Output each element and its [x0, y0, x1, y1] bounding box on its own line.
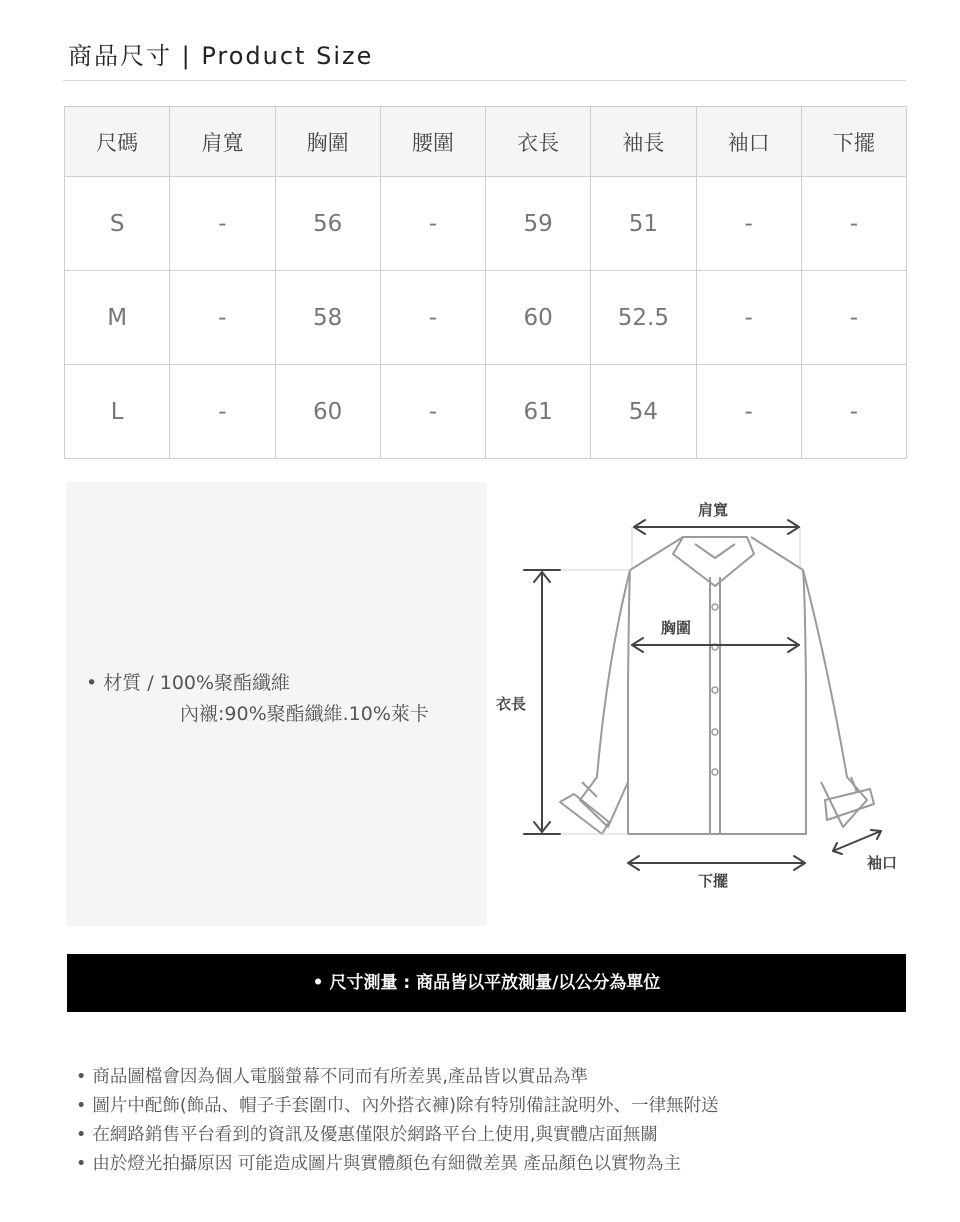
table-cell: -: [380, 271, 485, 365]
table-cell: -: [696, 271, 801, 365]
size-table: [64, 106, 907, 459]
list-item: • 在網路銷售平台看到的資訊及優惠僅限於網路平台上使用,與實體店面無關: [76, 1121, 718, 1150]
shirt-measure-diagram: [487, 482, 917, 926]
label-chest: 胸圍: [661, 619, 692, 637]
table-row: [65, 365, 907, 459]
table-cell: 56: [275, 177, 380, 271]
table-cell: -: [380, 177, 485, 271]
label-cuff: 袖口: [867, 854, 898, 872]
measurement-banner: [67, 954, 906, 1012]
table-cell: -: [696, 177, 801, 271]
table-cell: 61: [486, 365, 591, 459]
table-header-row: [65, 107, 907, 177]
table-cell: 52.5: [591, 271, 696, 365]
list-item: • 圖片中配飾(飾品、帽子手套圍巾、內外搭衣褲)除有特別備註說明外、一律無附送: [76, 1092, 718, 1121]
list-item: • 商品圖檔會因為個人電腦螢幕不同而有所差異,產品皆以實品為準: [76, 1063, 718, 1092]
shirt-outline: [560, 537, 874, 834]
table-cell: S: [65, 177, 170, 271]
table-cell: 60: [486, 271, 591, 365]
table-cell: L: [65, 365, 170, 459]
table-cell: 59: [486, 177, 591, 271]
table-cell: -: [170, 177, 275, 271]
guide-lines: [527, 527, 800, 834]
table-cell: 58: [275, 271, 380, 365]
table-cell: -: [801, 271, 906, 365]
header-cell: 下擺: [801, 107, 906, 177]
label-shoulder: 肩寬: [698, 501, 729, 519]
header-cell: 腰圍: [380, 107, 485, 177]
table-row: [65, 177, 907, 271]
header-cell: 尺碼: [65, 107, 170, 177]
table-row: [65, 271, 907, 365]
table-cell: -: [801, 177, 906, 271]
material-line-lining: 內襯:90%聚酯纖維.10%萊卡: [180, 703, 429, 725]
header-cell: 袖口: [696, 107, 801, 177]
measurement-banner-text: • 尺寸測量 : 商品皆以平放測量/以公分為單位: [312, 973, 661, 993]
material-line-fabric: • 材質 / 100%聚酯纖維: [86, 672, 291, 694]
table-cell: -: [380, 365, 485, 459]
label-hem: 下擺: [698, 872, 729, 890]
notes-list: [76, 1063, 718, 1179]
table-cell: 54: [591, 365, 696, 459]
title-divider: [63, 80, 906, 81]
table-cell: -: [801, 365, 906, 459]
shirt-buttons: [712, 604, 718, 775]
header-cell: 袖長: [591, 107, 696, 177]
header-cell: 胸圍: [275, 107, 380, 177]
header-cell: 衣長: [486, 107, 591, 177]
label-length: 衣長: [496, 695, 527, 713]
header-cell: 肩寬: [170, 107, 275, 177]
table-cell: 51: [591, 177, 696, 271]
table-cell: M: [65, 271, 170, 365]
list-item: • 由於燈光拍攝原因 可能造成圖片與實體顏色有細微差異 產品顏色以實物為主: [76, 1150, 718, 1179]
table-cell: -: [696, 365, 801, 459]
table-cell: -: [170, 365, 275, 459]
page-title: 商品尺寸 | Product Size: [68, 42, 374, 70]
table-cell: -: [170, 271, 275, 365]
table-cell: 60: [275, 365, 380, 459]
